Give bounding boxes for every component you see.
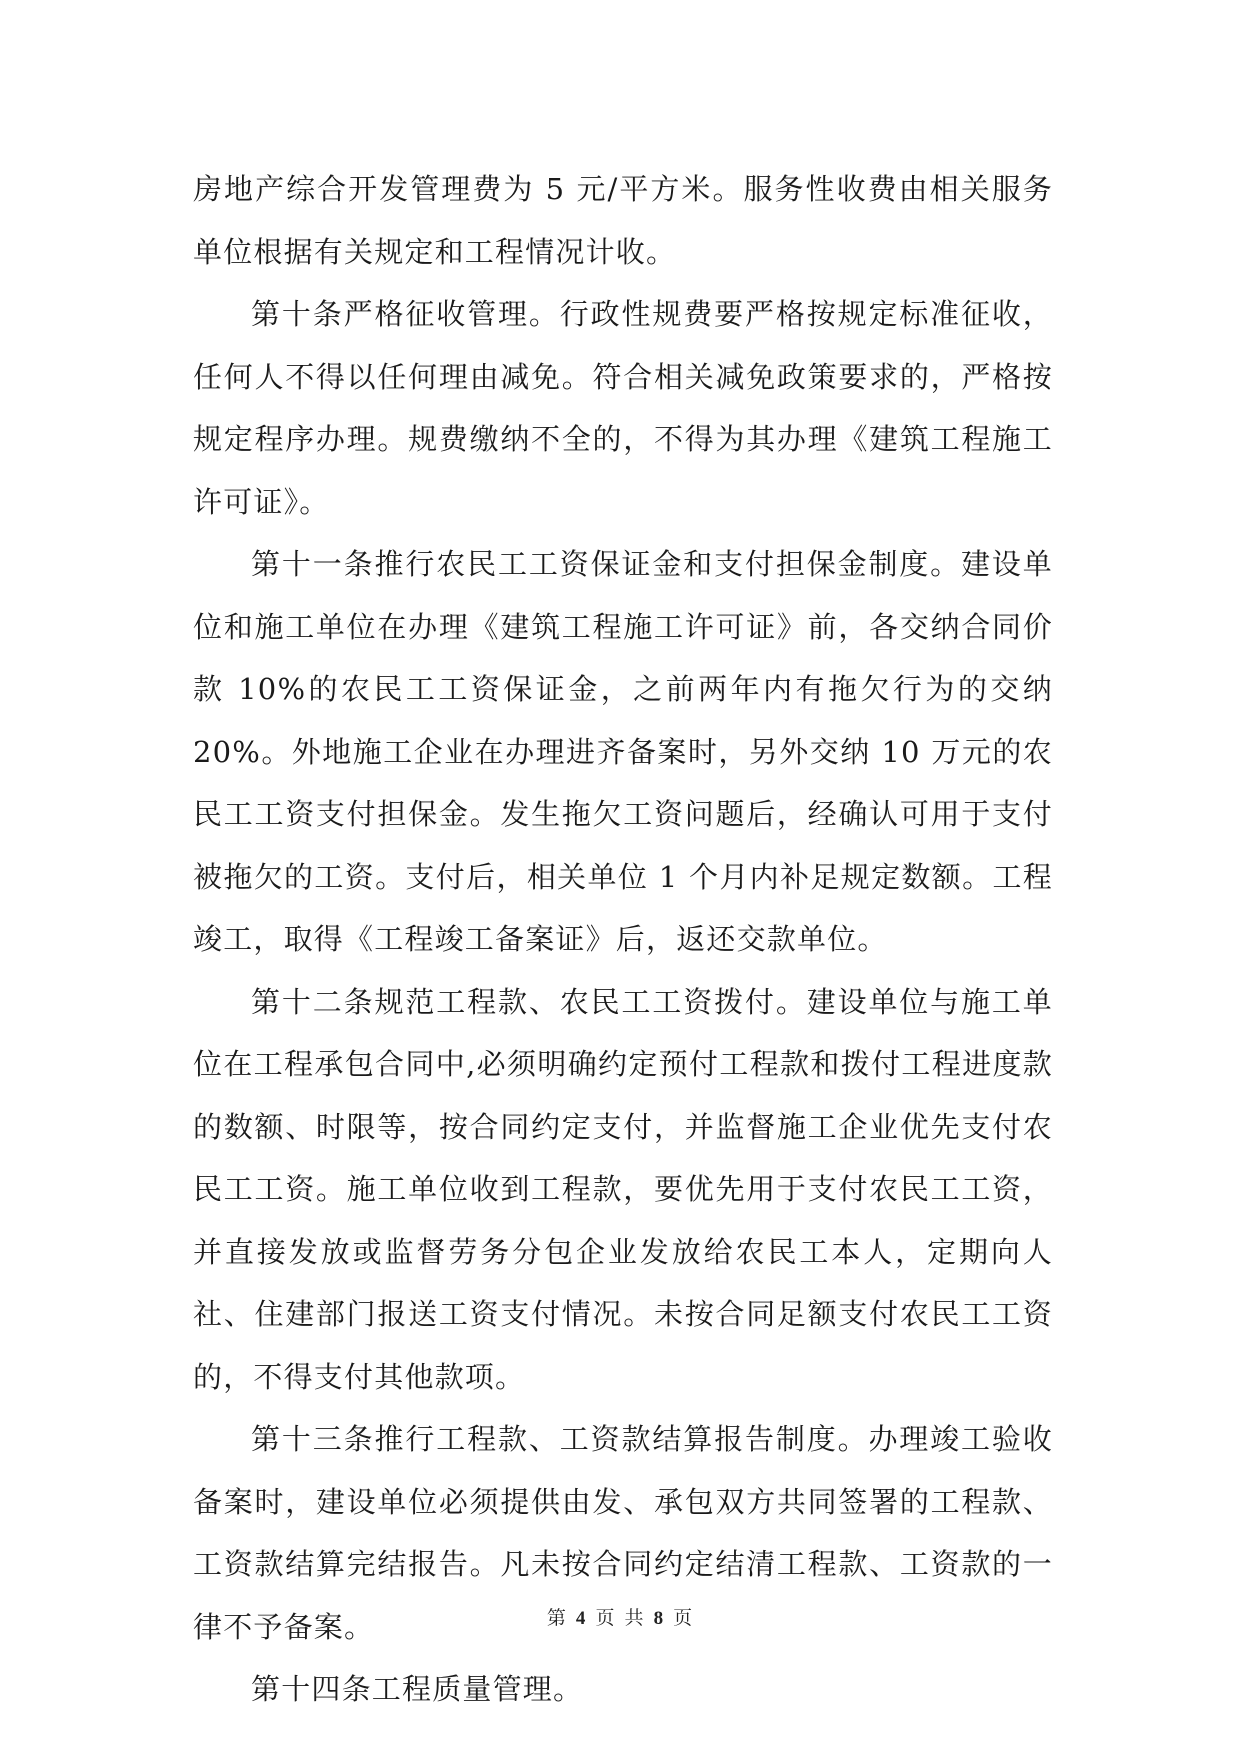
- paragraph-article-13: 第十三条推行工程款、工资款结算报告制度。办理竣工验收备案时，建设单位必须提供由发、承包双方共同签署的工程款、工资款结算完结报告。凡未按合同约定结清工程款、工资款的一律不予备案。: [193, 1422, 1053, 1644]
- footer-total-pages: 8: [653, 1608, 666, 1629]
- footer-suffix: 页: [673, 1607, 695, 1629]
- document-body: [193, 158, 1053, 1721]
- footer-middle: 页 共: [595, 1607, 646, 1629]
- footer-prefix: 第: [546, 1607, 568, 1629]
- paragraph-article-14: 第十四条工程质量管理。: [251, 1672, 584, 1706]
- paragraph-article-11: 第十一条推行农民工工资保证金和支付担保金制度。建设单位和施工单位在办理《建筑工程施工许可证》前，各交纳合同价款 10%的农民工工资保证金，之前两年内有拖欠行为的交纳 20%。外地施工企业在办理进齐备案时，另外交纳 10 万元的农民工工资支付担保金。发生拖欠工资问题后，经确认可用于支付被拖欠的工资。支付后，相关单位 1 个月内补足规定数额。工程竣工，取得《工程竣工备案证》后，返还交款单位。: [193, 547, 1053, 956]
- page-footer: [0, 1603, 1241, 1630]
- paragraph-article-10: 第十条严格征收管理。行政性规费要严格按规定标准征收，任何人不得以任何理由减免。符合相关减免政策要求的，严格按规定程序办理。规费缴纳不全的，不得为其办理《建筑工程施工许可证》。: [193, 297, 1053, 519]
- paragraph-article-12: 第十二条规范工程款、农民工工资拨付。建设单位与施工单位在工程承包合同中,必须明确约定预付工程款和拨付工程进度款的数额、时限等，按合同约定支付，并监督施工企业优先支付农民工工资。施工单位收到工程款，要优先用于支付农民工工资，并直接发放或监督劳务分包企业发放给农民工本人，定期向人社、住建部门报送工资支付情况。未按合同足额支付农民工工资的，不得支付其他款项。: [193, 984, 1053, 1394]
- paragraph-fee-continuation: 房地产综合开发管理费为 5 元/平方米。服务性收费由相关服务单位根据有关规定和工程情况计收。: [193, 172, 1053, 269]
- footer-page-number: 4: [575, 1608, 588, 1629]
